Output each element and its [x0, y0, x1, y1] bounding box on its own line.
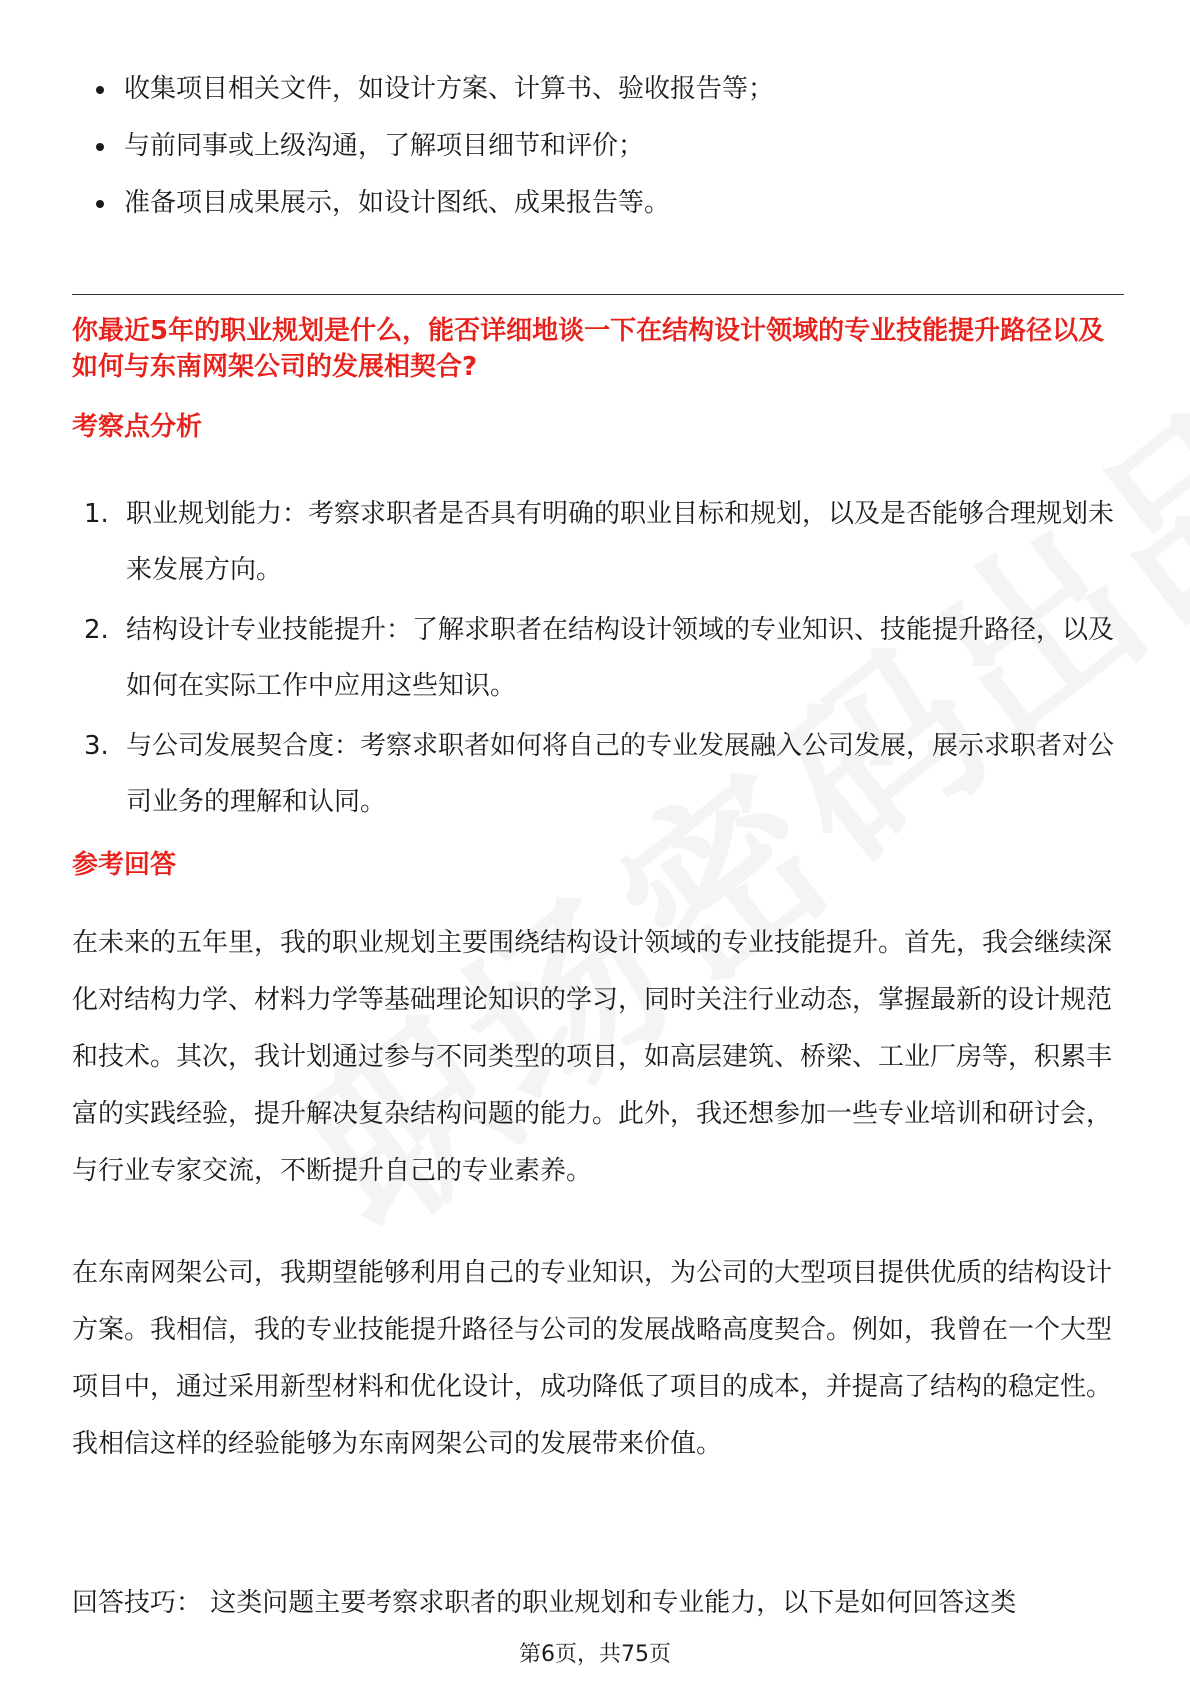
bullet-item: 收集项目相关文件，如设计方案、计算书、验收报告等；	[90, 72, 1110, 106]
bullet-item: 与前同事或上级沟通，了解项目细节和评价；	[90, 129, 1110, 163]
analysis-item-number: 3.	[84, 731, 109, 761]
analysis-item	[84, 602, 1124, 714]
analysis-item-text: 职业规划能力：考察求职者是否具有明确的职业目标和规划，以及是否能够合理规划未来发展方向。	[126, 499, 1115, 585]
analysis-list	[84, 486, 1124, 834]
analysis-item-number: 1.	[84, 499, 109, 529]
answer-heading: 参考回答	[72, 850, 177, 880]
analysis-heading: 考察点分析	[72, 412, 203, 442]
page-number: 第6页，共75页	[519, 1642, 671, 1667]
interview-question: 你最近5年的职业规划是什么，能否详细地谈一下在结构设计领域的专业技能提升路径以及如何与东南网架公司的发展相契合?	[72, 316, 1105, 382]
section-divider	[72, 294, 1124, 295]
answer-tips-paragraph: 回答技巧： 这类问题主要考察求职者的职业规划和专业能力，以下是如何回答这类	[72, 1588, 1017, 1618]
answer-paragraph: 在东南网架公司，我期望能够利用自己的专业知识，为公司的大型项目提供优质的结构设计方案。我相信，我的专业技能提升路径与公司的发展战略高度契合。例如，我曾在一个大型项目中，通过采用新型材料和优化设计，成功降低了项目的成本，并提高了结构的稳定性。我相信这样的经验能够为东南网架公司的发展带来价值。	[72, 1258, 1113, 1459]
analysis-item	[84, 486, 1124, 598]
answer-paragraph: 在未来的五年里，我的职业规划主要围绕结构设计领域的专业技能提升。首先，我会继续深化对结构力学、材料力学等基础理论知识的学习，同时关注行业动态，掌握最新的设计规范和技术。其次，我计划通过参与不同类型的项目，如高层建筑、桥梁、工业厂房等，积累丰富的实践经验，提升解决复杂结构问题的能力。此外，我还想参加一些专业培训和研讨会，与行业专家交流，不断提升自己的专业素养。	[72, 928, 1113, 1186]
analysis-item-text: 结构设计专业技能提升：了解求职者在结构设计领域的专业知识、技能提升路径，以及如何在实际工作中应用这些知识。	[126, 615, 1115, 701]
bullet-list	[90, 72, 1110, 243]
analysis-item-number: 2.	[84, 615, 109, 645]
bullet-item: 准备项目成果展示，如设计图纸、成果报告等。	[90, 186, 1110, 220]
analysis-item-text: 与公司发展契合度：考察求职者如何将自己的专业发展融入公司发展，展示求职者对公司业务的理解和认同。	[126, 731, 1115, 817]
analysis-item	[84, 718, 1124, 830]
